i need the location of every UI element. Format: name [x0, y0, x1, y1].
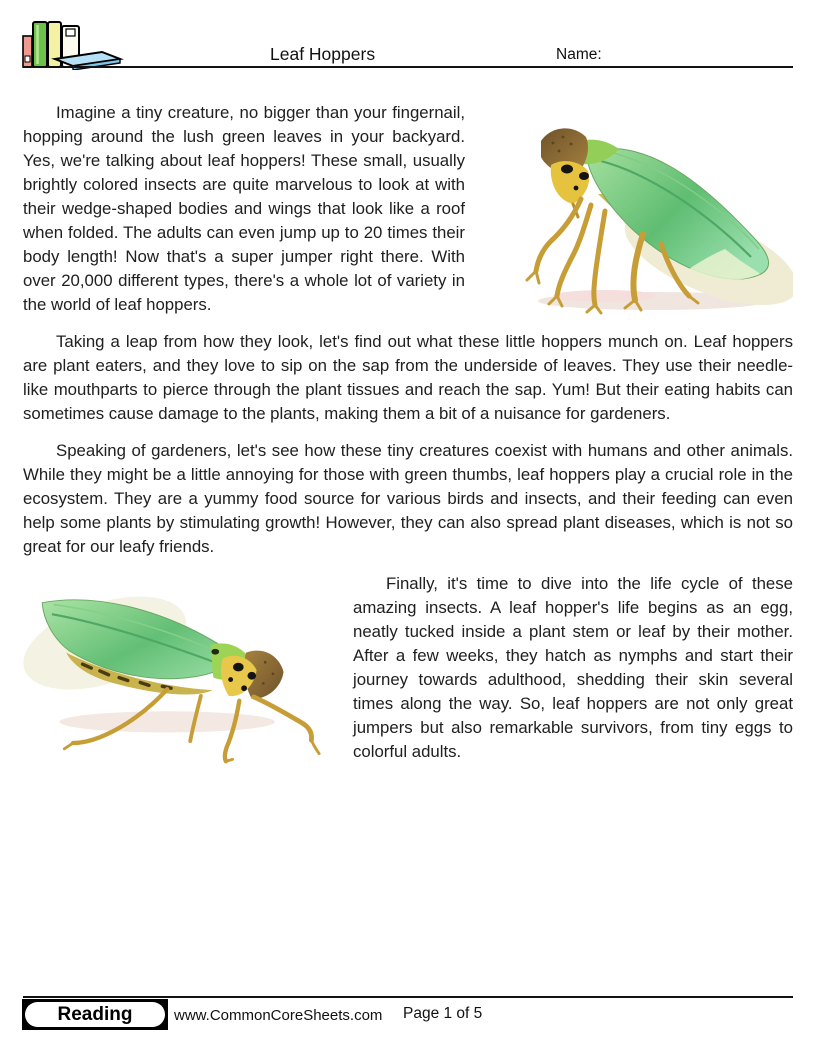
footer-rule [23, 996, 793, 998]
books-icon [17, 12, 125, 70]
paragraph-1: Imagine a tiny creature, no bigger than your fingernail, hopping around the lush green leaves in your backyard. Yes, we're talking about leaf hoppers! These small, usually brightly colored insects are quite marvelous to look at with their wedge-shaped bodies and wings that look like a roof when folded. The adults can even jump up to 20 times their body length! Now that's a super jumper right there. With over 20,000 different types, there's a whole lot of variety in the world of leaf hoppers. [23, 103, 465, 314]
paragraph-2: Taking a leap from how they look, let's find out what these little hoppers munch on. Leaf hoppers are plant eaters, and they love to sip on the sap from the underside of leaves. They use their needle-like mouthparts to pierce through the plant tissues and reach the sap. Yum! But their eating habits can sometimes cause damage to the plants, making them a bit of a nuisance for gardeners. [23, 332, 793, 423]
reading-badge [22, 999, 168, 1030]
paragraph-4-block [23, 572, 793, 777]
paragraph-3: Speaking of gardeners, let's see how these tiny creatures coexist with humans and other animals. While they might be a little annoying for those with green thumbs, leaf hoppers play a crucial role in the ecosystem. They are a yummy food source for various birds and insects, and their feeding can even help some plants by stimulating growth! However, they can also spread plant diseases, which is not so great for our leafy friends. [23, 441, 793, 556]
reading-badge-label: Reading [25, 1002, 165, 1027]
page-number: Page 1 of 5 [403, 1005, 483, 1022]
paragraph-4: Finally, it's time to dive into the life cycle of these amazing insects. A leaf hopper's life begins as an egg, neatly tucked inside a plant stem or leaf by their mother. After a few weeks, they hatch as nymphs and start their journey towards adulthood, shedding their skin several times along the way. So, leaf hoppers are not only great jumpers but also remarkable survivors, from tiny eggs to colorful adults. [353, 574, 793, 761]
page-header [0, 0, 816, 68]
website-text: www.CommonCoreSheets.com [174, 1007, 383, 1024]
page-title: Leaf Hoppers [270, 44, 376, 64]
article-body [23, 68, 793, 777]
paragraph-1-block [23, 101, 793, 330]
leafhopper-photo-bottom [23, 572, 321, 766]
name-label: Name: [556, 46, 602, 63]
leafhopper-photo-top [493, 99, 793, 321]
